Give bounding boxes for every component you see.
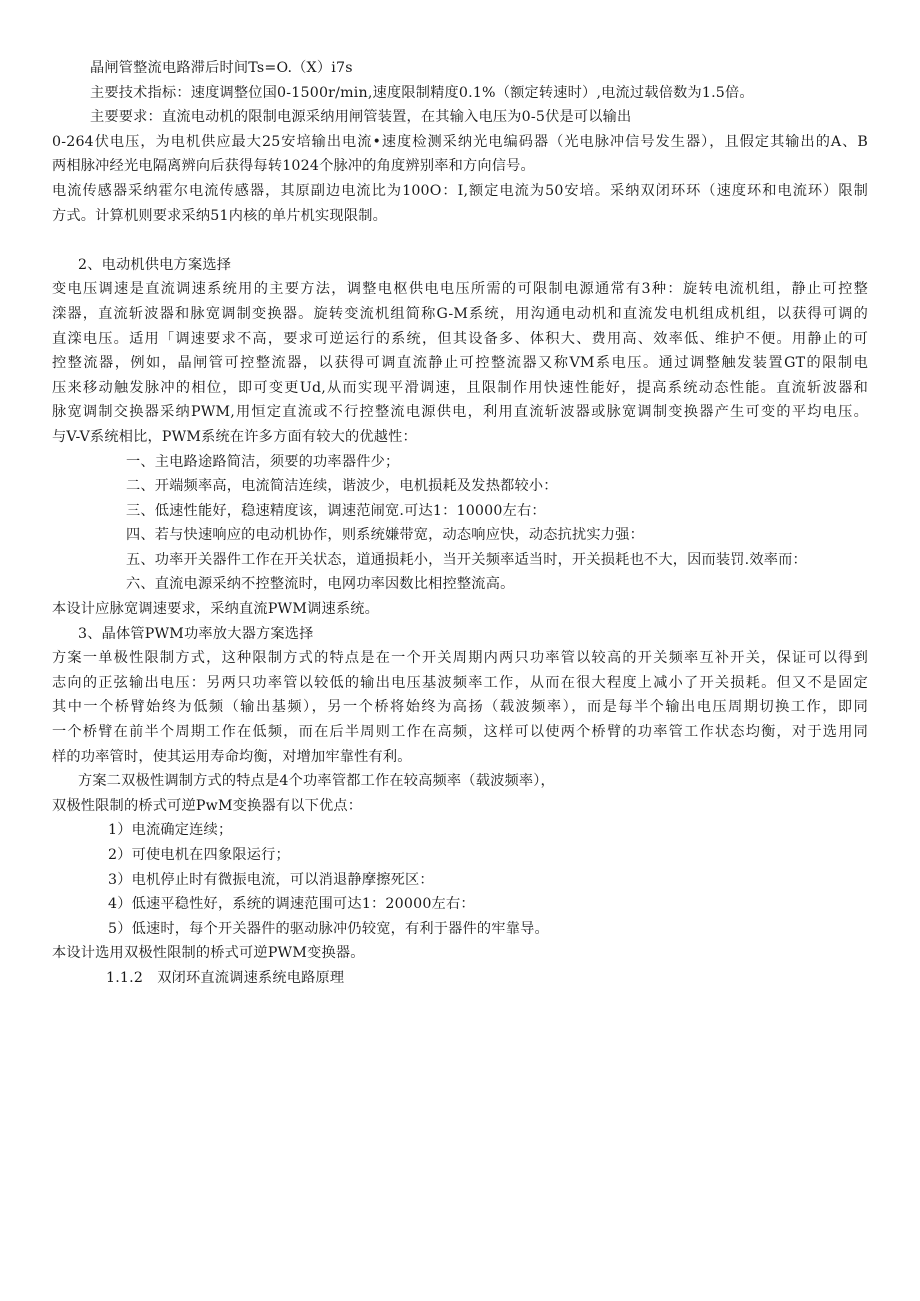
- intro-line-4: 0-264伏电压，为电机供应最大25安培输出电流•速度检测采纳光电编码器（光电脉冲信号发生器），且假定其输出的A、B: [52, 133, 868, 150]
- advantage-item: 三、低速性能好，稳速精度该，调速范闹宽.可达1：10000左右：: [126, 502, 546, 519]
- pwm-advantage-item: 4）低速平稳性好，系统的调速范围可达1：20000左右：: [108, 896, 475, 913]
- scheme-1-line: 志向的正弦输出电压：另两只功率管以较低的输出电压基波频率工作，从而在很大程度上减小了开关损耗。但又不是固定: [52, 674, 868, 691]
- intro-line-5: 两相脉冲经光电隔离辨向后获得每转1024个脉冲的角度辨别率和方向信号。: [52, 158, 535, 175]
- section-3-heading: 3、晶体管PWM功率放大器方案选择: [78, 625, 314, 642]
- section-2-line: 压来移动触发脉冲的相位，即可变更Ud,从而实现平滑调速，且限制作用快速性能好，提高系统动态性能。直流斩波器和: [52, 379, 868, 396]
- section-3-conclusion: 本设计选用双极性限制的桥式可逆PWM变换器。: [52, 945, 365, 962]
- section-2-line: 脉宽调制交换器采纳PWM,用恒定直流或不行控整流电源供电，利用直流斩波器或脉宽调制变换器产生可变的平均电压。: [52, 404, 868, 421]
- intro-line-2: 主要技术指标：速度调整位国0-1500r∕min,速度限制精度0.1%（额定转速时）,电流过载倍数为1.5倍。: [90, 84, 754, 101]
- scheme-1-line: 一个桥臂在前半个周期工作在低频，而在后半周则工作在高频，这样可以使两个桥臂的功率管工作状态均衡，对于选用同: [52, 724, 868, 741]
- advantage-item: 四、若与快速响应的电动机协作，则系统嫌带宽，动态响应快，动态抗扰实力强：: [126, 527, 644, 544]
- pwm-advantage-item: 2）可使电机在四象限运行；: [108, 847, 290, 863]
- scheme-1-line: 其中一个桥臂始终为低频（输出基频），另一个桥将始终为高扬（载波频率），而是每半个输出电压周期切换工作，即同: [52, 699, 868, 716]
- section-2-conclusion: 本设计应脉宽调速要求，采纳直流PWM调速系统。: [52, 601, 380, 618]
- pwm-advantage-item: 5）低速时，每个开关器件的驱动脉冲仍较宽，有利于器件的牢靠导。: [108, 920, 549, 937]
- spacer: [52, 228, 868, 253]
- scheme-1-line: 方案一单极性限制方式，这种限制方式的特点是在一个开关周期内两只功率管以较高的开关频率互补开关，保证可以得到: [52, 650, 868, 667]
- intro-line-1: 晶闸管整流电路滞后时间Ts=O.（X）i7s: [90, 60, 353, 76]
- intro-line-7: 方式。计算机则要求采纳51内核的单片机实现限制。: [52, 207, 387, 224]
- section-2-heading: 2、电动机供电方案选择: [78, 256, 232, 273]
- scheme-2-line: 方案二双极性调制方式的特点是4个功率管都工作在较高频率（载波频率），: [78, 773, 555, 790]
- advantage-item: 一、主电路途路简洁，须要的功率器件少；: [126, 453, 400, 470]
- pwm-advantage-item: 3）电机停止时有微振电流，可以消退静摩擦死区：: [108, 871, 434, 888]
- subsection-number: 1.1.2: [106, 969, 144, 986]
- section-2-line: 控整流器，例如，晶闸管可控整流器，以获得可调直流静止可控整流器又称VM系电压。通过调整触发装置GT的限制电: [52, 355, 868, 372]
- subsection-title: 双闭环直流调速系统电路原理: [157, 969, 345, 986]
- advantage-item: 六、直流电源采纳不控整流时，电网功率因数比相控整流高。: [126, 576, 515, 593]
- pwm-advantage-item: 1）电流确定连续；: [108, 822, 233, 839]
- section-2-line: 滦器，直流斩波器和脉宽调制变换器。旋转变流机组简称G-M系统，用沟通电动机和直流发电机组成机组，以获得可调的: [52, 305, 868, 322]
- section-2-line: 直滦电压。适用「调速要求不高，要求可逆运行的系统，但其设备多、体积大、费用高、效率低、维护不便。用静止的可: [52, 330, 868, 347]
- subsection-heading: [52, 966, 868, 991]
- intro-line-6: 电流传感器采纳霍尔电流传感器，其原副边电流比为100O：I,额定电流为50安培。采纳双闭环环（速度环和电流环）限制: [52, 182, 868, 199]
- advantage-item: 二、开端频率高，电流简洁连续，谐波少，电机损耗及发热都较小：: [126, 478, 558, 495]
- document-body: [52, 56, 868, 991]
- scheme-2-line: 双极性限制的桥式可逆PwM变换器有以下优点：: [52, 797, 363, 814]
- scheme-1-line: 样的功率管时，使其运用寿命均衡，对增加牢靠性有利。: [52, 748, 412, 765]
- intro-line-3: 主要要求：直流电动机的限制电源采纳用闸管装置，在其输入电压为0-5伏是可以输出: [90, 109, 632, 126]
- advantage-item: 五、功率开关器件工作在开关状态，道通损耗小，当开关频率适当时，开关损耗也不大，因而装罚.效率而：: [126, 551, 807, 568]
- section-2-line: 与V-V系统相比，PWM系统在许多方面有较大的优越性：: [52, 428, 417, 445]
- section-2-line: 变电压调速是直流调速系统用的主要方法，调整电枢供电电压所需的可限制电源通常有3种：旋转电流机组，静止可控整: [52, 281, 868, 298]
